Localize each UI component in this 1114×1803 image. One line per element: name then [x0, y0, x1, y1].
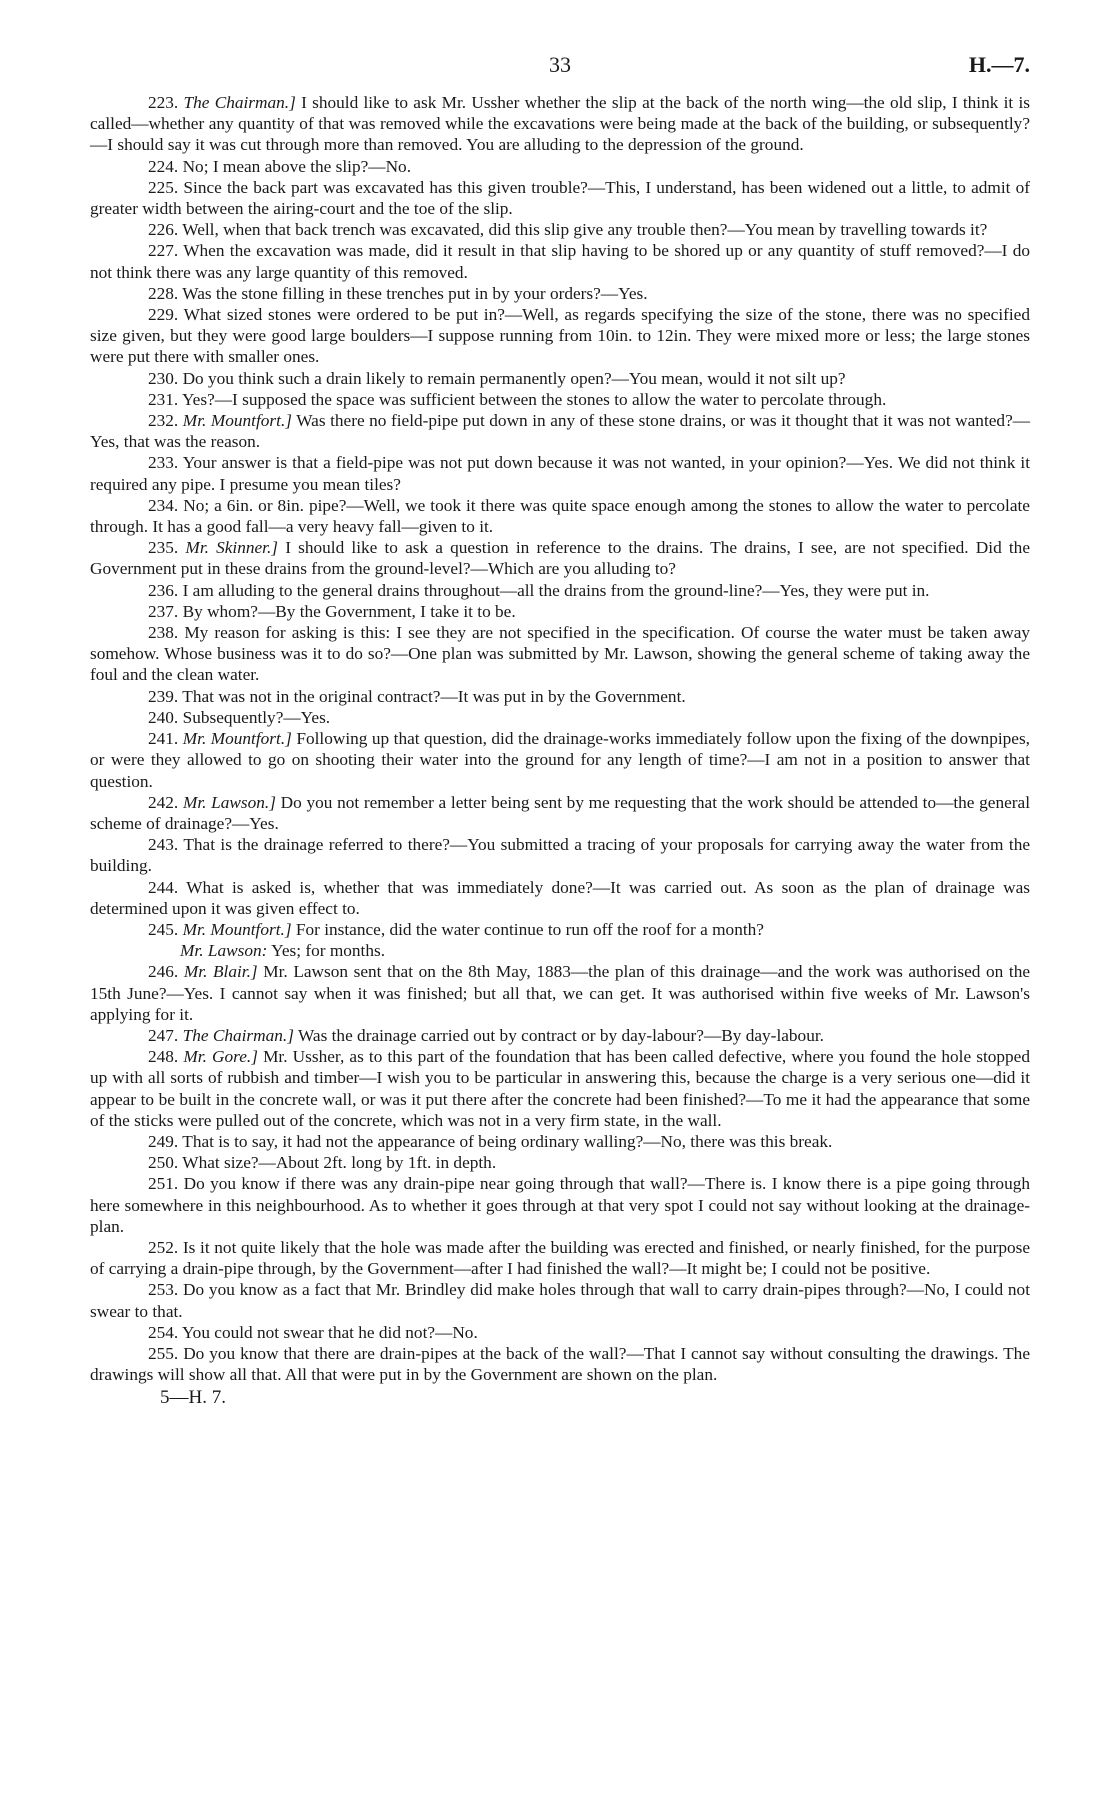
testimony-paragraph	[90, 537, 1030, 579]
paragraph-text: Yes?—I supposed the space was sufficient between the stones to allow the water to percolate through.	[181, 389, 887, 409]
testimony-paragraph	[90, 92, 1030, 156]
testimony-paragraph	[90, 156, 1030, 177]
testimony-paragraph	[90, 728, 1030, 792]
question-number: 233.	[148, 453, 179, 473]
paragraph-text: Following up that question, did the drainage-works immediately follow upon the fixing of the downpipes, or were they allowed to go on shooting their water into the ground for any length of time?—I am not in a position to answer that question.	[90, 729, 1030, 791]
question-number: 244.	[148, 877, 179, 897]
question-number: 247.	[148, 1025, 179, 1045]
speaker-name: Mr. Mountfort.]	[182, 729, 292, 749]
testimony-paragraph	[90, 792, 1030, 834]
testimony-paragraph	[90, 940, 1030, 961]
testimony-paragraph	[90, 410, 1030, 452]
question-number: 254.	[148, 1322, 179, 1342]
page-header	[90, 48, 1030, 92]
testimony-paragraph	[90, 686, 1030, 707]
speaker-name: Mr. Gore.]	[183, 1047, 258, 1067]
question-number: 239.	[148, 686, 179, 706]
question-number: 226.	[148, 220, 179, 240]
testimony-paragraph	[90, 1322, 1030, 1343]
paragraph-text: Do you know if there was any drain-pipe near going through that wall?—There is. I know there is a pipe going through here somewhere in this neighbourhood. As to whether it goes through at that very spot I could not say without looking at the drainage-plan.	[90, 1174, 1030, 1236]
speaker-name: Mr. Mountfort.]	[182, 411, 292, 431]
question-number: 225.	[148, 177, 179, 197]
question-number: 240.	[148, 707, 179, 727]
paragraph-text: That is to say, it had not the appearance of being ordinary walling?—No, there was this break.	[182, 1131, 833, 1151]
paragraph-text: For instance, did the water continue to run off the roof for a month?	[295, 919, 764, 939]
speaker-name: The Chairman.]	[183, 93, 296, 112]
question-number: 252.	[148, 1237, 179, 1257]
question-number: 253.	[148, 1280, 179, 1300]
speaker-name: The Chairman.]	[182, 1025, 294, 1045]
testimony-paragraph	[90, 961, 1030, 1025]
testimony-paragraph	[90, 452, 1030, 494]
question-number: 249.	[148, 1131, 179, 1151]
testimony-paragraph	[90, 368, 1030, 389]
speaker-name: Mr. Mountfort.]	[182, 919, 292, 939]
question-number: 237.	[148, 601, 179, 621]
paragraph-text: I should like to ask Mr. Ussher whether the slip at the back of the north wing—the old slip, I think it is called—whether any quantity of that was removed while the excavations were being made at the back of the building, or subsequently?—I should say it was cut through more than removed. You are alluding to the depression of the ground.	[90, 93, 1031, 155]
testimony-paragraph	[90, 580, 1030, 601]
question-number: 250.	[148, 1153, 179, 1173]
paragraph-text: What sized stones were ordered to be put in?—Well, as regards specifying the size of the stone, there was no specified size given, but they were good large boulders—I suppose running from 10in. to 12in. They were mixed more or less; the large stones were put there with smaller ones.	[90, 305, 1030, 367]
question-number: 242.	[148, 792, 179, 812]
testimony-paragraph	[90, 1152, 1030, 1173]
testimony-paragraph	[90, 834, 1030, 876]
question-number: 251.	[148, 1174, 179, 1194]
testimony-paragraph	[90, 177, 1030, 219]
question-number: 234.	[148, 495, 179, 515]
testimony-paragraph	[90, 219, 1030, 240]
question-number: 227.	[148, 241, 179, 261]
testimony-paragraph	[90, 240, 1030, 282]
question-number: 235.	[148, 538, 179, 558]
paragraph-text: Mr. Lawson sent that on the 8th May, 1883—the plan of this drainage—and the work was authorised on the 15th June?—Yes. I cannot say when it was finished; but all that, we can get. It was authorised within five weeks of Mr. Lawson's applying for it.	[90, 962, 1031, 1024]
question-number: 230.	[148, 368, 179, 388]
paragraph-text: Subsequently?—Yes.	[182, 707, 331, 727]
speaker-name: Mr. Lawson:	[180, 941, 268, 961]
paragraph-text: By whom?—By the Government, I take it to be.	[182, 601, 516, 621]
testimony-paragraph	[90, 1046, 1030, 1131]
paragraph-text: Do you know that there are drain-pipes at the back of the wall?—That I cannot say without consulting the drawings. The drawings will show all that. All that were put in by the Government are shown on the plan.	[90, 1343, 1030, 1385]
testimony-paragraph	[90, 389, 1030, 410]
testimony-paragraph	[90, 1173, 1030, 1237]
testimony-paragraph	[90, 622, 1030, 686]
testimony-paragraph	[90, 601, 1030, 622]
paragraph-text: Is it not quite likely that the hole was made after the building was erected and finished, or nearly finished, for the purpose of carrying a drain-pipe through, by the Government—after I had finished the wall?—It might be; I could not be positive.	[90, 1237, 1030, 1279]
testimony-paragraph	[90, 1279, 1030, 1321]
paragraph-text: Well, when that back trench was excavated, did this slip give any trouble then?—You mean by travelling towards it?	[182, 220, 988, 240]
paragraph-text: No; a 6in. or 8in. pipe?—Well, we took it there was quite space enough among the stones to allow the water to percolate through. It has a good fall—a very heavy fall—given to it.	[90, 495, 1030, 537]
paragraph-text: No; I mean above the slip?—No.	[182, 156, 412, 176]
question-number: 246.	[148, 962, 179, 982]
paragraph-text: Do you not remember a letter being sent by me requesting that the work should be attended to—the general scheme of drainage?—Yes.	[90, 792, 1031, 833]
testimony-paragraph	[90, 1025, 1030, 1046]
question-number: 223.	[148, 93, 179, 112]
question-number: 238.	[148, 623, 179, 643]
question-number: 241.	[148, 729, 179, 749]
paragraph-text: Do you think such a drain likely to remain permanently open?—You mean, would it not silt up?	[182, 368, 846, 388]
document-page	[90, 48, 1030, 1409]
paragraph-text: Was the drainage carried out by contract or by day-labour?—By day-labour.	[297, 1025, 824, 1045]
question-number: 232.	[148, 411, 179, 431]
paragraph-text: Since the back part was excavated has this given trouble?—This, I understand, has been widened out a little, to admit of greater width between the airing-court and the toe of the slip.	[90, 177, 1030, 219]
testimony-paragraph	[90, 707, 1030, 728]
signature-mark: 5—H. 7.	[160, 1387, 226, 1409]
testimony-paragraph	[90, 1343, 1030, 1385]
speaker-name: Mr. Lawson.]	[182, 792, 276, 812]
paragraph-text: I am alluding to the general drains throughout—all the drains from the ground-line?—Yes, they were put in.	[182, 580, 930, 600]
question-number: 224.	[148, 156, 179, 176]
paragraph-text: My reason for asking is this: I see they are not specified in the specification. Of course the water must be taken away somehow. Whose business was it to do so?—One plan was submitted by Mr. Lawson, showing the general scheme of taking away the foul and the clean water.	[90, 623, 1031, 685]
document-reference: H.—7.	[968, 52, 1030, 77]
question-number: 236.	[148, 580, 179, 600]
testimony-paragraph	[90, 919, 1030, 940]
paragraph-text: Was the stone filling in these trenches put in by your orders?—Yes.	[182, 283, 648, 303]
paragraph-text: That is the drainage referred to there?—You submitted a tracing of your proposals for carrying away the water from the building.	[90, 835, 1031, 876]
question-number: 245.	[148, 919, 179, 939]
paragraph-text: Do you know as a fact that Mr. Brindley did make holes through that wall to carry drain-pipes through?—No, I could not swear to that.	[90, 1280, 1030, 1321]
testimony-paragraph	[90, 283, 1030, 304]
question-number: 255.	[148, 1343, 179, 1363]
speaker-name: Mr. Blair.]	[183, 962, 258, 982]
question-number: 229.	[148, 305, 179, 325]
paragraph-text: What is asked is, whether that was immediately done?—It was carried out. As soon as the plan of drainage was determined upon it was given effect to.	[90, 877, 1030, 918]
testimony-body	[90, 92, 1030, 1385]
paragraph-text: That was not in the original contract?—It was put in by the Government.	[182, 686, 686, 706]
question-number: 243.	[148, 835, 179, 855]
question-number: 228.	[148, 283, 179, 303]
paragraph-text: Mr. Ussher, as to this part of the foundation that has been called defective, where you found the hole stopped up with all sorts of rubbish and timber—I wish you to be particular in answering this, because the charge is a very serious one—did it appear to be built in the concrete wall, or was it put there after the concrete had been finished?—To me it had the appearance that some of the sticks were pulled out of the concrete, which was not in a very firm state, in the wall.	[90, 1047, 1030, 1130]
paragraph-text: What size?—About 2ft. long by 1ft. in depth.	[182, 1153, 497, 1173]
question-number: 248.	[148, 1047, 179, 1067]
paragraph-text: Was there no field-pipe put down in any of these stone drains, or was it thought that it was not wanted?—Yes, that was the reason.	[90, 411, 1031, 452]
paragraph-text: Your answer is that a field-pipe was not put down because it was not wanted, in your opinion?—Yes. We did not think it required any pipe. I presume you mean tiles?	[90, 453, 1031, 494]
paragraph-text: You could not swear that he did not?—No.	[181, 1322, 478, 1342]
testimony-paragraph	[90, 1237, 1030, 1279]
paragraph-text: When the excavation was made, did it result in that slip having to be shored up or any quantity of stuff removed?—I do not think there was any large quantity of this removed.	[90, 241, 1031, 282]
testimony-paragraph	[90, 877, 1030, 919]
page-number: 33	[549, 52, 571, 77]
testimony-paragraph	[90, 1131, 1030, 1152]
question-number: 231.	[148, 389, 179, 409]
testimony-paragraph	[90, 495, 1030, 537]
paragraph-text: Yes; for months.	[271, 941, 386, 961]
paragraph-text: I should like to ask a question in reference to the drains. The drains, I see, are not specified. Did the Government put in these drains from the ground-level?—Which are you alluding to?	[90, 538, 1030, 579]
testimony-paragraph	[90, 304, 1030, 368]
speaker-name: Mr. Skinner.]	[185, 538, 279, 558]
